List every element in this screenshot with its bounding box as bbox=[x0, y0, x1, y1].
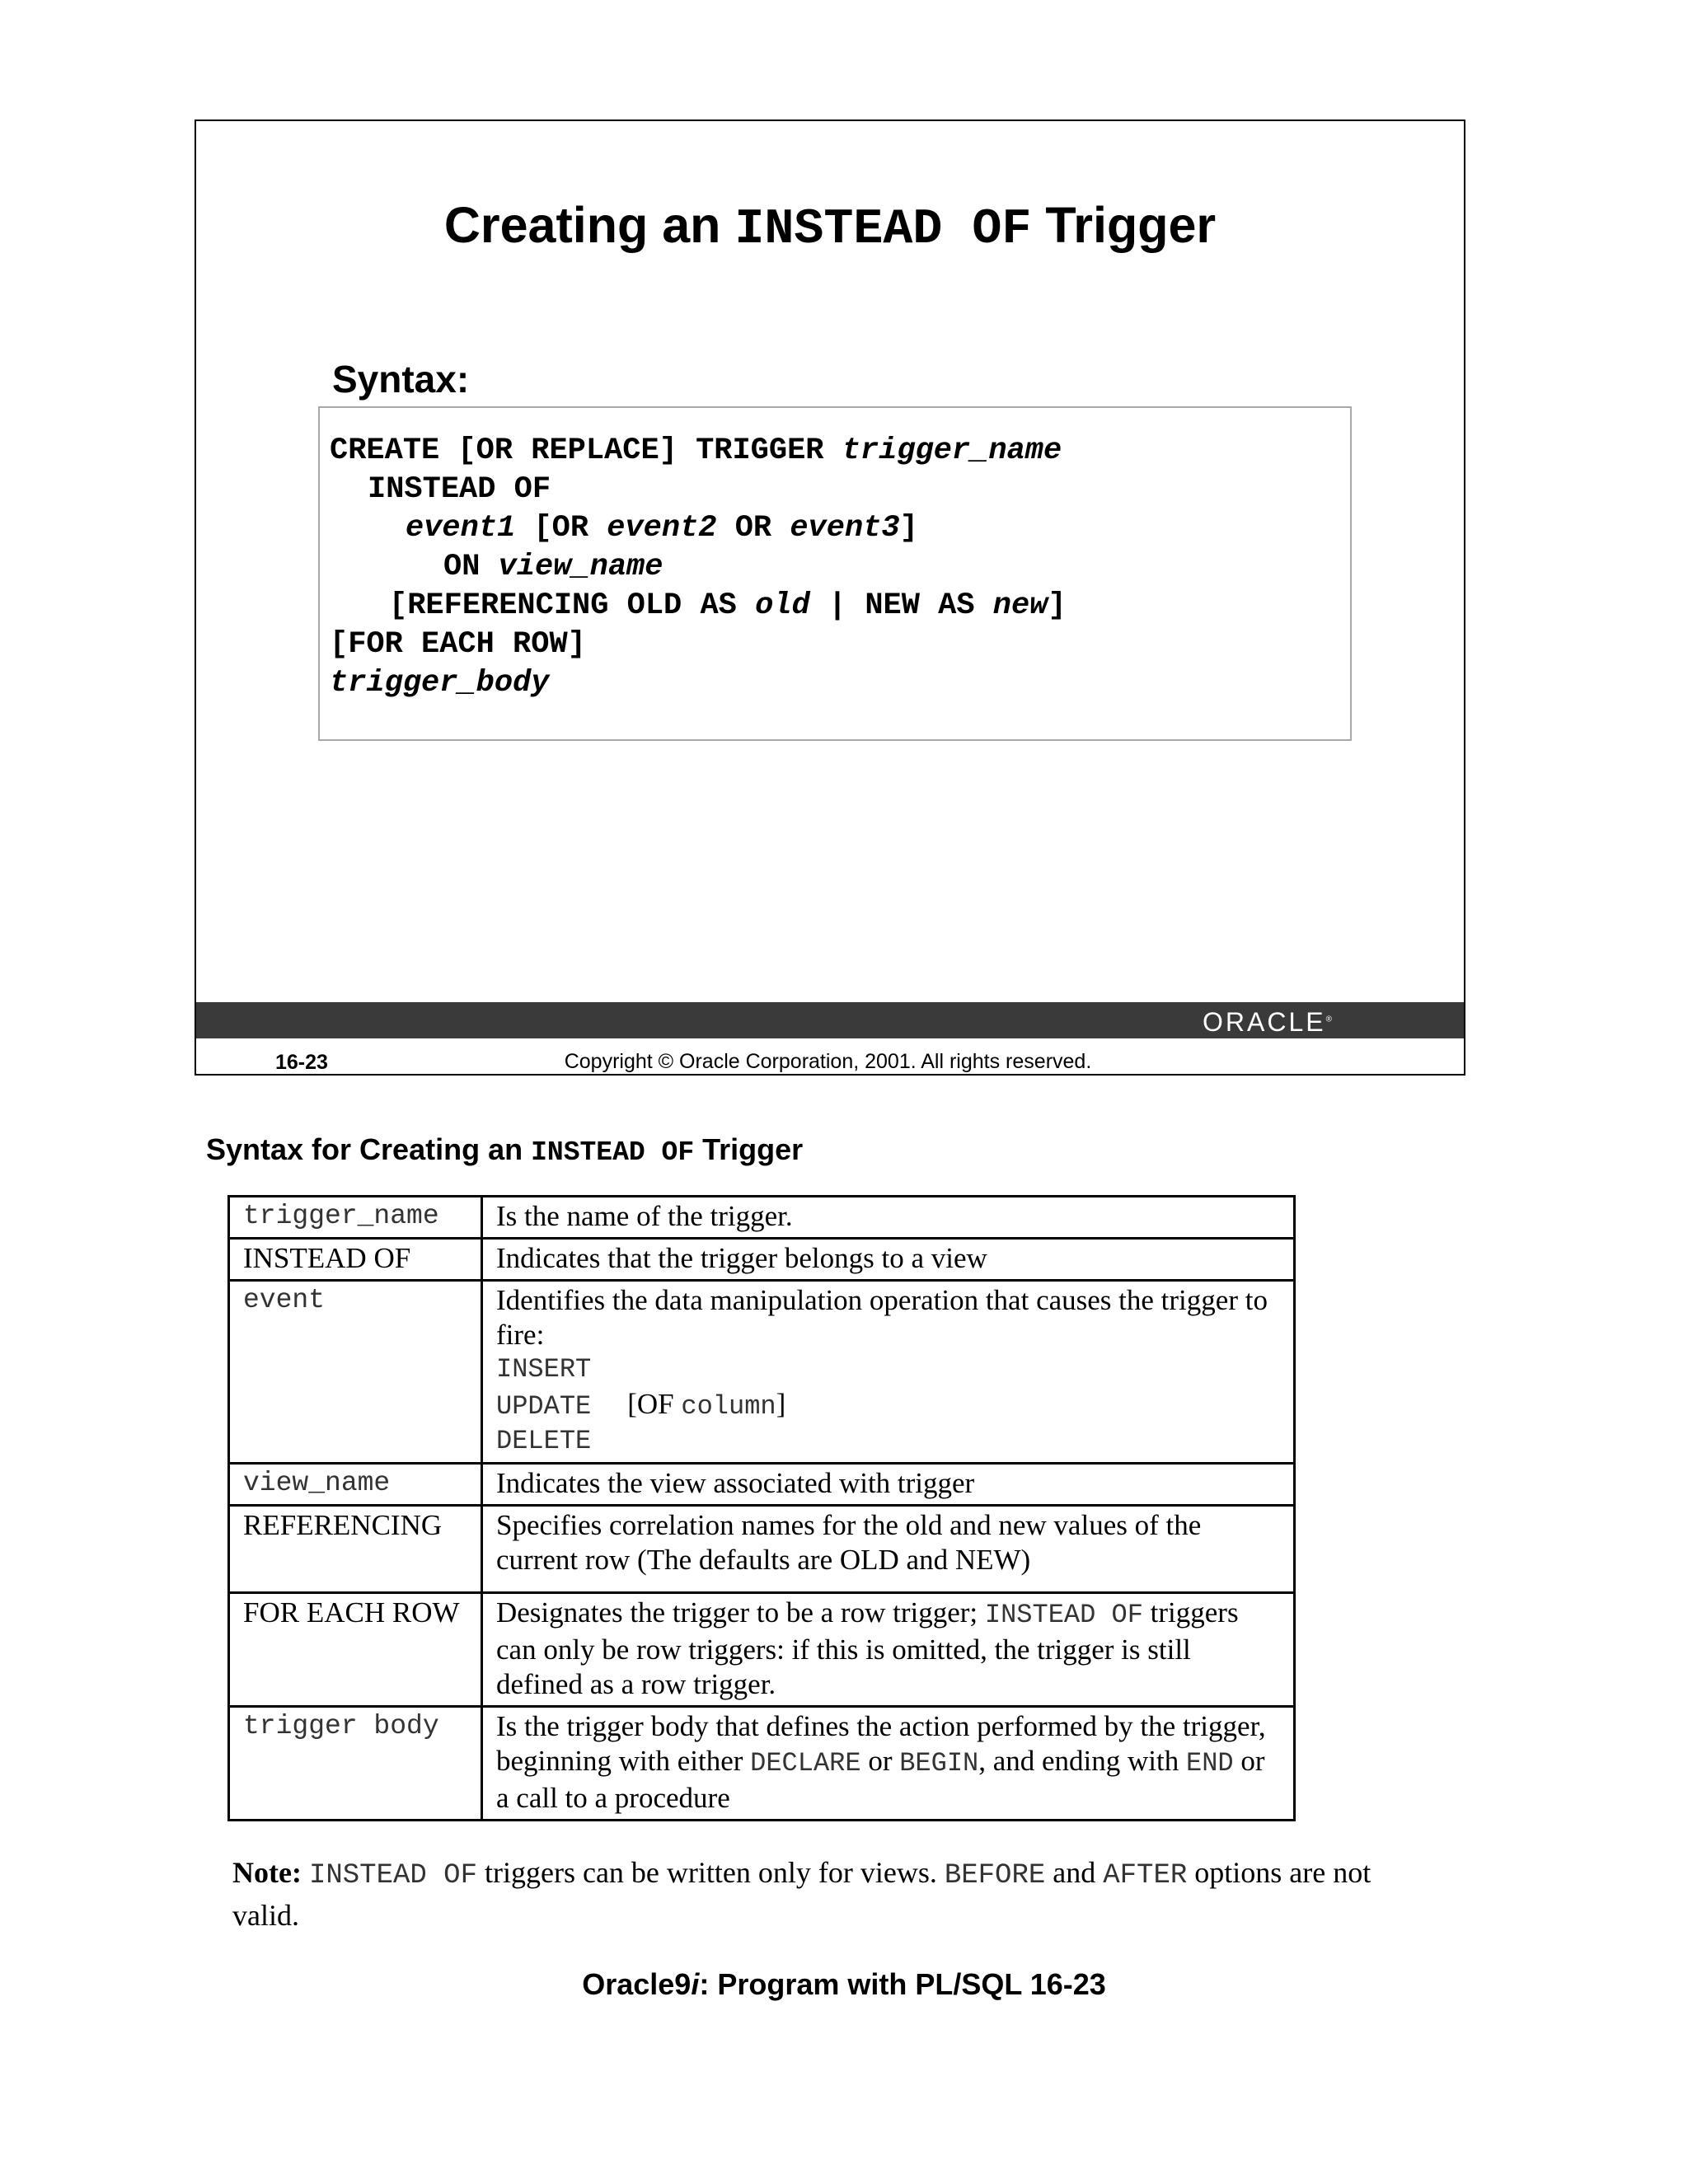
code-line-6 bbox=[330, 627, 586, 662]
note-text: triggers can be written only for views. bbox=[477, 1856, 945, 1889]
note-label: Note: bbox=[232, 1856, 302, 1889]
code-keyword: ON bbox=[443, 550, 499, 584]
term-cell: REFERENCING bbox=[229, 1506, 482, 1593]
code-placeholder: new bbox=[992, 588, 1048, 623]
syntax-heading: Syntax: bbox=[332, 358, 470, 401]
note-paragraph bbox=[232, 1853, 1436, 1935]
description-cell: Is the name of the trigger. bbox=[482, 1197, 1295, 1239]
code-keyword: CREATE [OR REPLACE] TRIGGER bbox=[330, 434, 842, 468]
of-column: column bbox=[681, 1391, 776, 1422]
term-cell: event bbox=[229, 1281, 482, 1464]
syntax-code-box bbox=[318, 406, 1352, 741]
of-clause-open: [OF bbox=[627, 1388, 682, 1420]
notes-heading bbox=[206, 1132, 803, 1168]
code-line-4 bbox=[443, 552, 663, 583]
note-code: AFTER bbox=[1103, 1860, 1188, 1891]
footer-text: : Program with PL/SQL 16-23 bbox=[699, 1967, 1106, 2001]
term-cell: view_name bbox=[229, 1464, 482, 1506]
description-cell: Specifies correlation names for the old and new values of the current row (The defaults are OLD and NEW) bbox=[482, 1506, 1295, 1593]
code-keyword: [REFERENCING OLD AS bbox=[389, 588, 756, 623]
slide-frame bbox=[195, 120, 1465, 1076]
table-row bbox=[229, 1197, 1295, 1239]
code-placeholder: event3 bbox=[790, 511, 900, 546]
notes-heading-suffix: Trigger bbox=[694, 1132, 804, 1166]
description-code: INSTEAD OF bbox=[984, 1600, 1143, 1630]
description-text: Identifies the data manipulation operation that causes the trigger to fire: bbox=[496, 1284, 1268, 1351]
table-row bbox=[229, 1707, 1295, 1821]
oracle-logo-text: ORACLE bbox=[1203, 1007, 1326, 1037]
op-update-line bbox=[496, 1387, 1280, 1424]
description-text: or bbox=[860, 1745, 900, 1777]
description-code: DECLARE bbox=[750, 1748, 861, 1779]
description-cell: Indicates the view associated with trigger bbox=[482, 1464, 1295, 1506]
note-code: BEFORE bbox=[944, 1860, 1046, 1891]
op-delete: DELETE bbox=[496, 1426, 592, 1456]
of-clause-close: ] bbox=[776, 1388, 786, 1420]
description-text: , and ending with bbox=[978, 1745, 1187, 1777]
slide-footer-bar bbox=[196, 1002, 1464, 1038]
oracle-logo-mark: ® bbox=[1325, 1015, 1332, 1024]
term-cell: FOR EACH ROW bbox=[229, 1593, 482, 1707]
footer-italic: i bbox=[691, 1967, 700, 2001]
note-code: INSTEAD OF bbox=[308, 1860, 477, 1891]
note-text: and bbox=[1045, 1856, 1104, 1889]
code-keyword: [FOR EACH ROW] bbox=[330, 627, 586, 662]
term-cell: trigger_name bbox=[229, 1197, 482, 1239]
code-keyword: OR bbox=[716, 511, 790, 546]
code-keyword: [OR bbox=[515, 511, 607, 546]
code-line-1 bbox=[330, 436, 1062, 466]
code-placeholder: event2 bbox=[607, 511, 717, 546]
description-text: or a call to a procedure bbox=[496, 1745, 1265, 1814]
description-cell: Indicates that the trigger belongs to a view bbox=[482, 1239, 1295, 1281]
code-placeholder: old bbox=[755, 588, 810, 623]
code-placeholder: trigger_name bbox=[842, 434, 1062, 468]
table-row bbox=[229, 1239, 1295, 1281]
code-line-2 bbox=[368, 472, 551, 507]
term-cell: trigger body bbox=[229, 1707, 482, 1821]
notes-heading-code: INSTEAD OF bbox=[531, 1137, 695, 1168]
code-keyword: ] bbox=[1048, 588, 1067, 623]
code-keyword: INSTEAD OF bbox=[368, 472, 551, 507]
code-placeholder: event1 bbox=[406, 511, 516, 546]
table-row bbox=[229, 1506, 1295, 1593]
table-row bbox=[229, 1464, 1295, 1506]
op-insert: INSERT bbox=[496, 1354, 592, 1385]
description-cell bbox=[482, 1281, 1295, 1464]
table-row bbox=[229, 1281, 1295, 1464]
slide-copyright: Copyright © Oracle Corporation, 2001. All rights reserved. bbox=[564, 1050, 1092, 1073]
code-keyword: ] bbox=[899, 511, 918, 546]
slide-title-suffix: Trigger bbox=[1031, 197, 1217, 253]
description-cell bbox=[482, 1707, 1295, 1821]
description-code: BEGIN bbox=[899, 1748, 979, 1779]
notes-heading-prefix: Syntax for Creating an bbox=[206, 1132, 532, 1166]
syntax-description-table bbox=[227, 1195, 1296, 1821]
slide-title-code: INSTEAD OF bbox=[734, 202, 1032, 258]
code-placeholder: trigger_body bbox=[330, 666, 550, 701]
note-text: options are not valid. bbox=[232, 1856, 1372, 1932]
code-line-3 bbox=[406, 513, 918, 544]
description-text: Designates the trigger to be a row trigger; bbox=[496, 1596, 985, 1629]
code-line-7 bbox=[330, 668, 549, 699]
slide-title bbox=[196, 197, 1464, 258]
description-cell bbox=[482, 1593, 1295, 1707]
description-text: triggers can only be row triggers: if this is omitted, the trigger is still defined as a row trigger. bbox=[496, 1596, 1239, 1700]
term-cell: INSTEAD OF bbox=[229, 1239, 482, 1281]
oracle-logo bbox=[1203, 1007, 1332, 1038]
description-code: END bbox=[1186, 1748, 1234, 1779]
code-line-5 bbox=[389, 588, 1067, 623]
op-update: UPDATE bbox=[496, 1391, 592, 1422]
table-row bbox=[229, 1593, 1295, 1707]
code-placeholder: view_name bbox=[498, 550, 663, 584]
slide-number: 16-23 bbox=[275, 1051, 328, 1074]
page-footer bbox=[0, 1967, 1688, 2002]
footer-text: Oracle9 bbox=[582, 1967, 692, 2001]
description-text: Is the trigger body that defines the action performed by the trigger, beginning with either bbox=[496, 1710, 1266, 1777]
code-keyword: | NEW AS bbox=[809, 588, 993, 623]
slide-title-prefix: Creating an bbox=[443, 197, 735, 253]
